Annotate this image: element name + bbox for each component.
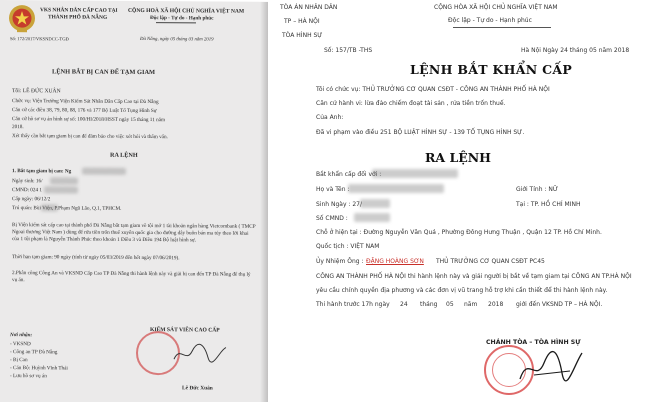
order-line: 1. Bắt tạm giam bị can: Ng xyxy=(12,168,72,175)
name-label: Họ và Tên : xyxy=(316,186,350,193)
signer-title: CHÁNH TÒA – TÒA HÌNH SỰ xyxy=(486,339,581,346)
recipient: - Lưu hồ sơ vụ án xyxy=(10,373,47,380)
doc-title: LỆNH BẮT BỊ CAN ĐỂ TẠM GIAM xyxy=(52,68,156,77)
redacted-name xyxy=(372,169,458,178)
delegate-prefix: Ủy Nhiệm Ông : xyxy=(316,258,364,265)
body-line: Căn cứ hồ sơ vụ án hình sự số: 100/HI/2018/HSST ngày 15 tháng 11 năm xyxy=(12,116,166,124)
signature xyxy=(514,345,586,389)
recipient: - Cán Bộ: Huỳnh Vĩnh Thái xyxy=(10,365,68,372)
redacted-id xyxy=(354,213,390,222)
deadline-part: giới đến VKSND TP – HÀ NỘI. xyxy=(516,301,603,308)
gender-line: Giới Tính : NỮ xyxy=(516,186,558,193)
body-line: 2018. xyxy=(12,124,24,131)
recipient: - VKSND xyxy=(10,341,31,348)
deadline-part: 24 xyxy=(400,301,408,308)
body-line: Tôi: LÊ ĐỨC XUÂN xyxy=(12,88,61,95)
left-document-photo xyxy=(0,0,268,402)
deadline-part: tháng xyxy=(420,301,438,308)
duty-line: CÔNG AN THÀNH PHỐ HÀ NỘI thi hành lệnh này và giải người bị bắt về tạm giam tại CÔNG AN TP.HÀ NỘI xyxy=(316,273,632,280)
charge-paragraph: Bị Viện kiểm sát cấp cao tại thành phố Đà Nẵng bắt tạm giam về tội mở 1 tài khoản ngân hàng Vietcombank ( TMCP Ngoại thương Việt Nam ) dùng để rửa tiền trốn thuế xuyên quốc gia cho đường dây buôn bán ma túy theo lời khai của 1 tội phạm là Nguyễn Thành Phúc theo khoản 1 Điều 3 và Điều 194 Bộ luật hình sự. xyxy=(12,222,256,243)
nation-line-1: CỘNG HOÀ XÃ HỘI CHỦ NGHĨA VIỆT NAM xyxy=(128,7,245,15)
body-line: Chức vụ: Viện Trưởng Viện Kiểm Sát Nhân Dân Cấp Cao tại Đà Nẵng xyxy=(12,98,159,106)
ra-lenh-heading: RA LỆNH xyxy=(425,150,491,165)
address-line: Chỗ ở hiện tại : Đường Nguyễn Văn Quá , Phường Đông Hưng Thuận , Quận 12 TP. Hồ Chí Minh. xyxy=(316,229,602,236)
court-line-1: TÒA ÁN NHÂN DÂN xyxy=(280,4,338,11)
place-line: Tại : TP. HỒ CHÍ MINH xyxy=(516,201,581,208)
order-line: Cấp ngày: 06/12/2 xyxy=(12,196,51,203)
doc-number: Số: 172/2017/VKSNDCC-TGĐ xyxy=(10,36,69,42)
right-document xyxy=(270,0,660,402)
redacted-name xyxy=(82,168,126,175)
deadline-part: năm xyxy=(464,301,478,308)
divider xyxy=(156,22,196,23)
delegate-suffix: THỦ TRƯỞNG CƠ QUAN CSĐT PC45 xyxy=(436,258,545,265)
basis-line: Căn cứ hành vi: lừa đảo chiếm đoạt tài sản , rửa tiền trốn thuế. xyxy=(316,100,506,107)
national-emblem-icon xyxy=(7,2,37,34)
order-2: 2.Phân công Công An và VKSND Cấp Cao TP Đà Nẵng thi hành lệnh này và giải bị can đến TP Đà Nẵng để thụ lý vụ án. xyxy=(12,270,251,283)
body-line: Căn cứ các điều 38, 79, 80, 88, 176 và 177 Bộ Luật Tố Tụng Hình Sự xyxy=(12,107,157,115)
issuer-line: Tôi có chức vụ: THỦ TRƯỞNG CƠ QUAN CSĐT - CÔNG AN THÀNH PHỐ HÀ NỘI xyxy=(316,86,550,93)
nation-line-2: Độc lập - Tự do - Hạnh phúc xyxy=(150,15,214,22)
order-line: Trú quán: Bùi Viện, P.Phạm Ngũ Lão, Q.1, TPHCM. xyxy=(12,205,122,212)
recipient: - Bị Can xyxy=(10,357,28,364)
nation-line-1: CỘNG HÒA XÃ HỘI CHỦ NGHĨA VIỆT NAM xyxy=(434,4,558,11)
divider xyxy=(453,27,551,28)
recipient: - Công an TP Đà Nẵng xyxy=(10,349,58,356)
doc-number: Số: 157/TB -THS xyxy=(324,47,373,54)
dob-line: Sinh Ngày : 27/ xyxy=(316,201,363,208)
agency-line-2: THÀNH PHỐ ĐÀ NẴNG xyxy=(48,14,108,21)
order-line: CMND: 024 1 xyxy=(12,187,42,194)
court-line-3: TÒA HÌNH SỰ xyxy=(282,32,323,39)
signer-title: KIỂM SÁT VIÊN CAO CẤP xyxy=(150,327,220,334)
redacted-dob xyxy=(360,199,390,208)
doc-title: LỆNH BẮT KHẨN CẤP xyxy=(410,62,573,77)
redacted-name xyxy=(348,184,444,193)
recipients-title: Nơi nhận: xyxy=(10,332,33,339)
deadline-part: 05 xyxy=(446,301,454,308)
ra-lenh-heading: RA LỆNH xyxy=(110,151,138,159)
date-line: Đà Nẵng, ngày 05 tháng 03 năm 2019 xyxy=(140,36,214,43)
agency-line-1: VKS NHÂN DÂN CẤP CAO TẠI xyxy=(40,7,118,14)
redacted-dob xyxy=(50,177,78,184)
nationality-line: Quốc tịch : VIỆT NAM xyxy=(316,243,380,250)
deadline-part: 2018 xyxy=(488,301,504,308)
redacted-address xyxy=(41,204,58,211)
violation-line: Đã vi phạm vào điều 251 BỘ LUẬT HÌNH SỰ - 139 TỐ TỤNG HÌNH SỰ. xyxy=(316,129,525,136)
signature xyxy=(170,341,230,365)
nation-line-2: Độc lập - Tự do - Hạnh phúc xyxy=(448,17,532,24)
court-line-2: TP – HÀ NỘI xyxy=(284,18,320,25)
deadline-part: Thi hành trước 17h ngày xyxy=(316,301,390,308)
signer-name: Lê Đức Xuân xyxy=(182,385,213,392)
duty-line: yêu cầu chính quyền địa phương và các đơn vị vũ trang hỗ trợ khi cần thiết để thi hành lệnh này. xyxy=(316,287,608,294)
arrest-line: Bắt khẩn cấp đối với : xyxy=(316,171,382,178)
delegate-name: ĐẶNG HOÀNG SƠN xyxy=(366,258,424,265)
id-line: Số CMND : xyxy=(316,215,348,222)
order-line: Ngày sinh: 16/ xyxy=(12,178,43,185)
basis-line: Của Anh: xyxy=(316,114,344,121)
body-line: Xét thấy cần bắt tạm giam bị can để đảm bảo cho việc xét hỏi và thẩm vấn. xyxy=(12,133,168,141)
duration-line: Thời hạn tạm giam: 90 ngày (tính từ ngày 05/03/2019 đến hết ngày 07/06/2019). xyxy=(12,254,180,262)
redacted-id xyxy=(44,186,78,193)
date-line: Hà Nội Ngày 24 tháng 05 năm 2018 xyxy=(521,47,630,54)
